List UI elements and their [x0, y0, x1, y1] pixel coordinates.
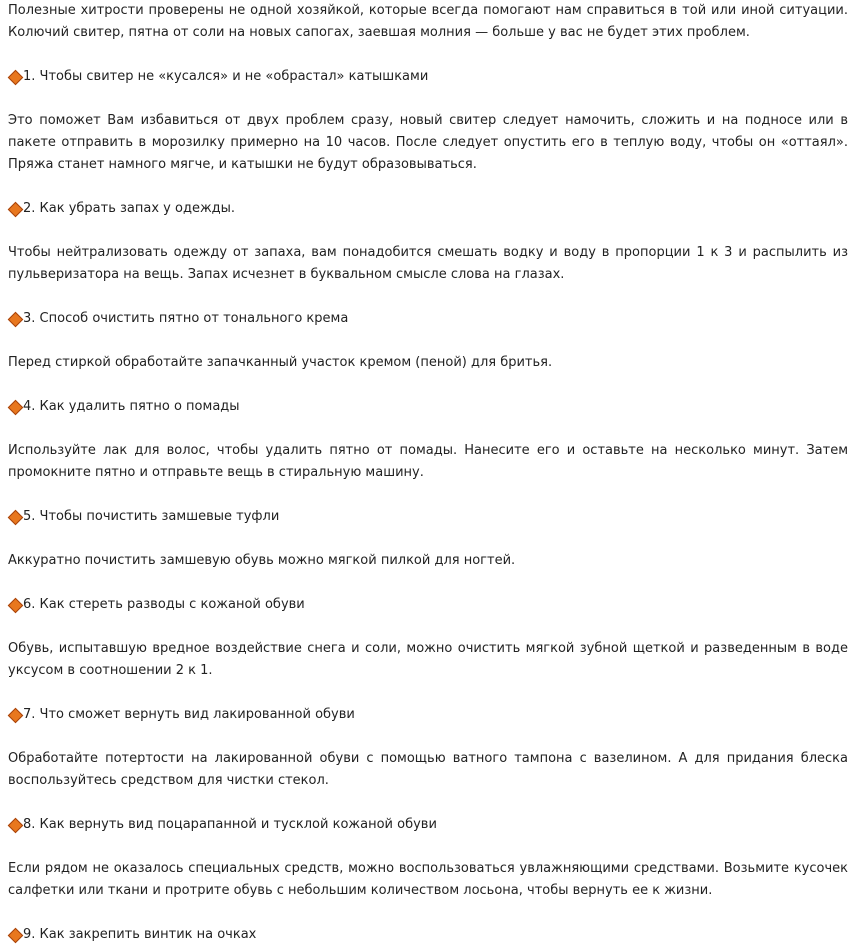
tip-heading-1 — [8, 66, 848, 88]
tip-text-line: Обработайте потертости на лакированной обуви с помощью ватного тампона с вазелином. А для придания блеска — [8, 751, 848, 766]
tip-text-line: воспользуйтесь средством для чистки стекол. — [8, 773, 329, 788]
tip-text-line: Используйте лак для волос, чтобы удалить пятно от помады. Нанесите его и оставьте на несколько минут. Затем — [8, 443, 848, 458]
orange-diamond-icon — [8, 312, 22, 326]
orange-diamond-icon — [8, 400, 22, 414]
tip-heading-4 — [8, 396, 848, 418]
tip-title: 5. Чтобы почистить замшевые туфли — [23, 509, 280, 524]
tip-title: 6. Как стереть разводы с кожаной обуви — [23, 597, 305, 612]
orange-diamond-icon — [8, 70, 22, 84]
orange-diamond-icon — [8, 202, 22, 216]
orange-diamond-icon — [8, 818, 22, 832]
tip-text-line: Аккуратно почистить замшевую обувь можно мягкой пилкой для ногтей. — [8, 553, 516, 568]
spacer — [8, 682, 848, 704]
tip-heading-6 — [8, 594, 848, 616]
intro-line: Полезные хитрости проверены не одной хозяйкой, которые всегда помогают нам справиться в той или иной ситуации. — [8, 3, 848, 18]
tip-title: 3. Способ очистить пятно от тонального крема — [23, 311, 349, 326]
orange-diamond-icon — [8, 598, 22, 612]
tip-heading-5 — [8, 506, 848, 528]
spacer — [8, 726, 848, 748]
tip-heading-7 — [8, 704, 848, 726]
intro-line: Колючий свитер, пятна от соли на новых сапогах, заевшая молния — больше у вас не будет этих проблем. — [8, 25, 750, 40]
tip-title: 1. Чтобы свитер не «кусался» и не «обрастал» катышками — [23, 69, 429, 84]
spacer — [8, 616, 848, 638]
orange-diamond-icon — [8, 510, 22, 524]
tip-title: 9. Как закрепить винтик на очках — [23, 927, 257, 942]
tip-text-line: промокните пятно и отправьте вещь в стиральную машину. — [8, 465, 424, 480]
spacer — [8, 418, 848, 440]
tip-text-line: Если рядом не оказалось специальных средств, можно воспользоваться увлажняющими средствами. Возьмите кусочек — [8, 861, 848, 876]
spacer — [8, 902, 848, 924]
tip-title: 7. Что сможет вернуть вид лакированной обуви — [23, 707, 355, 722]
tip-text-line: пульверизатора на вещь. Запах исчезнет в буквальном смысле слова на глазах. — [8, 267, 565, 282]
spacer — [8, 44, 848, 66]
tip-text-line: Пряжа станет намного мягче, и катышки не будут образовываться. — [8, 157, 477, 172]
spacer — [8, 176, 848, 198]
tip-text-line: пакете отправить в морозилку примерно на 10 часов. После следует опустить его в теплую воду, чтобы он «оттаял». — [8, 135, 848, 150]
tip-title: 8. Как вернуть вид поцарапанной и тусклой кожаной обуви — [23, 817, 437, 832]
spacer — [8, 374, 848, 396]
tip-text-line: уксусом в соотношении 2 к 1. — [8, 663, 213, 678]
spacer — [8, 836, 848, 858]
tip-title: 2. Как убрать запах у одежды. — [23, 201, 236, 216]
spacer — [8, 484, 848, 506]
article — [8, 0, 848, 946]
spacer — [8, 792, 848, 814]
tip-heading-3 — [8, 308, 848, 330]
spacer — [8, 572, 848, 594]
spacer — [8, 220, 848, 242]
tip-title: 4. Как удалить пятно о помады — [23, 399, 240, 414]
tip-heading-8 — [8, 814, 848, 836]
tip-heading-9 — [8, 924, 848, 946]
tip-text-line: Это поможет Вам избавиться от двух проблем сразу, новый свитер следует намочить, сложить и на подносе или в — [8, 113, 848, 128]
tip-text-line: салфетки или ткани и протрите обувь с небольшим количеством лосьона, чтобы вернуть ее к жизни. — [8, 883, 713, 898]
spacer — [8, 330, 848, 352]
tip-text-line: Обувь, испытавшую вредное воздействие снега и соли, можно очистить мягкой зубной щеткой и разведенным в воде — [8, 641, 848, 656]
orange-diamond-icon — [8, 928, 22, 942]
orange-diamond-icon — [8, 708, 22, 722]
tip-text-line: Перед стиркой обработайте запачканный участок кремом (пеной) для бритья. — [8, 355, 553, 370]
spacer — [8, 528, 848, 550]
spacer — [8, 88, 848, 110]
tip-text-line: Чтобы нейтрализовать одежду от запаха, вам понадобится смешать водку и воду в пропорции 1 к 3 и распылить из — [8, 245, 848, 260]
tip-heading-2 — [8, 198, 848, 220]
spacer — [8, 286, 848, 308]
